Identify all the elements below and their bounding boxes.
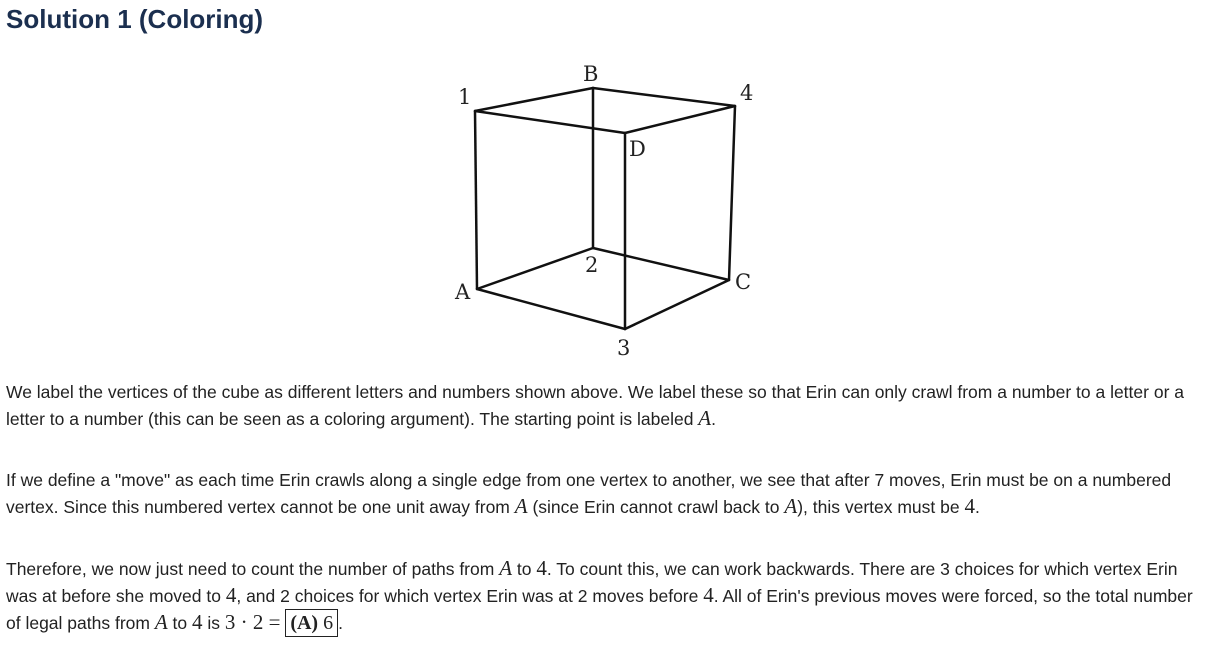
vertex-label-4: 4 [740, 81, 754, 105]
text-run: . [974, 497, 980, 517]
vertex-label-3: 3 [617, 336, 631, 360]
cube-diagram [440, 56, 770, 366]
text-run: to [167, 613, 192, 633]
math-A: A [499, 556, 513, 580]
text-run: Therefore, we now just need to count the number of paths from [6, 559, 500, 579]
text-run: ), this vertex must be [797, 497, 965, 517]
edge-3-A [477, 289, 625, 329]
vertex-label-2: 2 [585, 253, 599, 277]
answer-choice: (A) [290, 612, 319, 634]
vertex-label-D: D [629, 137, 646, 161]
text-run: is [202, 613, 225, 633]
edge-2-C [593, 248, 729, 280]
math-4: 4 [225, 583, 237, 607]
edge-C-3 [625, 280, 729, 329]
solution-heading: Solution 1 (Coloring) [6, 4, 264, 34]
math-4: 4 [536, 556, 547, 580]
text-run: If we define a "move" as each time Erin crawls along a single edge from one vertex to another, we see that after 7 moves, Erin must be on a numbered vertex. Since this numbered vertex cannot be one unit away from [6, 470, 1172, 517]
cube-figure [440, 56, 770, 366]
math-4: 4 [964, 494, 975, 518]
boxed-answer [285, 609, 338, 637]
math-A: A [698, 406, 712, 430]
text-run: . [338, 613, 343, 633]
math-4: 4 [191, 610, 203, 634]
math-4: 4 [703, 583, 714, 607]
paragraph-counting [6, 555, 1206, 637]
math-A: A [784, 494, 798, 518]
text-run: . To count this, we can work backwards. There are 3 choices for which vertex Erin was at before she moved to [6, 559, 1178, 606]
text-run: . All of Erin's previous moves were forced, so the total number of legal paths from [6, 586, 1193, 633]
edge-1-B [475, 88, 593, 111]
text-run: to [512, 559, 537, 579]
vertex-label-C: C [735, 270, 752, 294]
edge-A-2 [477, 248, 593, 289]
edge-D-1 [475, 111, 625, 133]
text-run: (since Erin cannot crawl back to [527, 497, 785, 517]
edge-4-D [625, 106, 735, 133]
math-A: A [154, 610, 168, 634]
edge-4-C [729, 106, 735, 280]
paragraph-labeling [6, 379, 1206, 432]
edge-B-4 [593, 88, 735, 106]
text-run: We label the vertices of the cube as different letters and numbers shown above. We label these so that Erin can only crawl from a number to a letter or a letter to a number (this can be seen as a coloring argument). The starting point is labeled [6, 382, 1184, 429]
paragraph-moves [6, 467, 1206, 520]
text-run: . [711, 409, 716, 429]
math-A: A [514, 494, 528, 518]
vertex-label-1: 1 [458, 85, 472, 109]
text-run: , and 2 choices for which vertex Erin was at 2 moves before [236, 586, 704, 606]
vertex-label-A: A [455, 280, 471, 304]
edge-1-A [475, 111, 477, 289]
answer-value: 6 [323, 612, 334, 634]
vertex-label-B: B [583, 62, 599, 86]
math-product: 3 · 2 = [224, 610, 281, 634]
